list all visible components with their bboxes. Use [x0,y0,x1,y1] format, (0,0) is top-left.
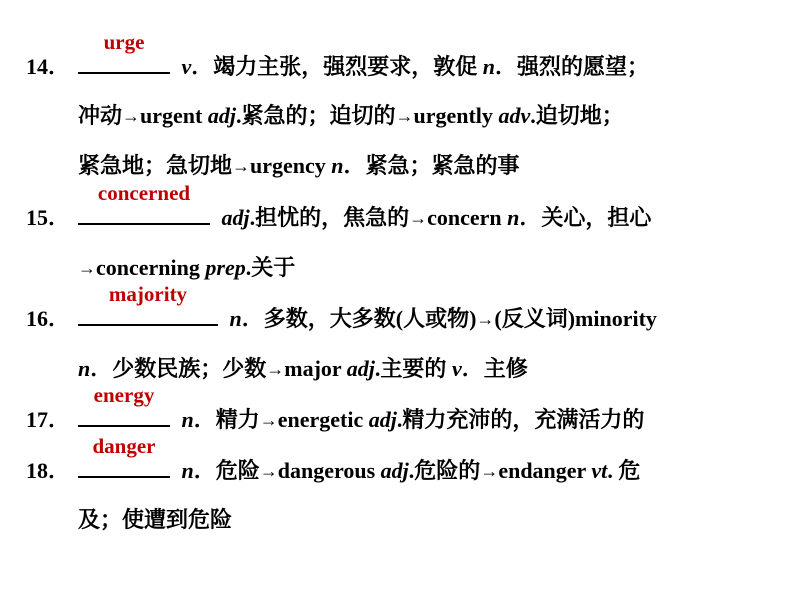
answer-text: concerned [97,181,191,205]
answer-blank [78,383,170,427]
pos-label: n [78,356,91,381]
pos-label: prep [205,255,246,280]
definition-text: ．精力 [193,407,260,432]
pos-label: n [507,205,520,230]
arrow-icon: → [122,106,141,126]
definition-text: ．关心，担心 [519,205,652,230]
derived-word: urgently [413,103,499,128]
entry-16-line-1 [26,282,657,336]
entry-18-line-1 [26,434,641,488]
derived-word: urgency [250,153,332,178]
pos-label: adj [207,103,236,128]
answer-blank [78,434,170,478]
derived-word: dangerous [277,458,381,483]
definition-text: ．紧急；紧急的事 [343,153,520,178]
definition-text: .关于 [245,255,296,280]
entry-number: 15． [26,205,71,230]
answer-text: urge [103,30,145,54]
definition-text: 紧急地；急切地 [78,153,233,178]
pos-label: n [482,54,496,79]
pos-label: adj [221,205,250,230]
arrow-icon: → [232,156,251,176]
definition-text: .精力充沛的，充满活力的 [396,407,645,432]
arrow-icon: → [259,410,278,430]
answer-blank [78,181,210,225]
definition-text: .紧急的；迫切的 [235,103,396,128]
arrow-icon: → [480,461,499,481]
entry-15-line-1 [26,181,652,235]
entry-16-line-2 [78,351,528,387]
definition-text: ．少数民族；少数 [90,356,267,381]
pos-label: v [451,356,462,381]
pos-label: v [181,54,192,79]
derived-word: (反义词)minority [494,306,657,331]
pos-label: vt [591,458,608,483]
derived-word: energetic [277,407,369,432]
definition-text: ．强烈的愿望； [495,54,650,79]
entry-18-line-2 [78,502,232,538]
arrow-icon: → [266,359,285,379]
pos-label: n [181,407,194,432]
arrow-icon: → [78,258,96,278]
definition-text: ．危险 [193,458,260,483]
answer-text: energy [93,383,155,407]
arrow-icon: → [476,309,495,329]
definition-text: .迫切地； [530,103,624,128]
entry-number: 14． [26,54,71,79]
definition-text: .主要的 [374,356,452,381]
definition-text: ．多数，大多数(人或物) [241,306,477,331]
derived-word: concern [427,205,508,230]
derived-word: endanger [498,458,592,483]
derived-word: concerning [96,255,206,280]
answer-blank [78,282,218,326]
pos-label: n [331,153,344,178]
answer-text: majority [108,282,188,306]
arrow-icon: → [395,106,414,126]
definition-text: ．主修 [461,356,528,381]
derived-word: major [284,356,347,381]
definition-text: ．竭力主张，强烈要求，敦促 [191,54,483,79]
arrow-icon: → [409,208,428,228]
pos-label: adj [346,356,375,381]
entry-number: 16． [26,306,71,331]
entry-14-line-1 [26,30,650,84]
entry-15-line-2 [78,250,295,286]
entry-number: 18． [26,458,71,483]
entry-14-line-3 [78,148,520,184]
pos-label: n [181,458,194,483]
entry-14-line-2 [78,98,624,134]
answer-text: danger [92,434,156,458]
entry-17-line-1 [26,383,645,437]
pos-label: n [229,306,242,331]
pos-label: adj [380,458,409,483]
definition-text: .危险的 [408,458,481,483]
definition-text: .担忧的，焦急的 [249,205,410,230]
pos-label: adv [498,103,531,128]
definition-text: . 危 [607,458,641,483]
definition-text: 及；使遭到危险 [78,507,233,532]
definition-text: 冲动 [78,103,123,128]
derived-word: urgent [140,103,208,128]
entry-number: 17． [26,407,71,432]
arrow-icon: → [259,461,278,481]
answer-blank [78,30,170,74]
pos-label: adj [368,407,397,432]
